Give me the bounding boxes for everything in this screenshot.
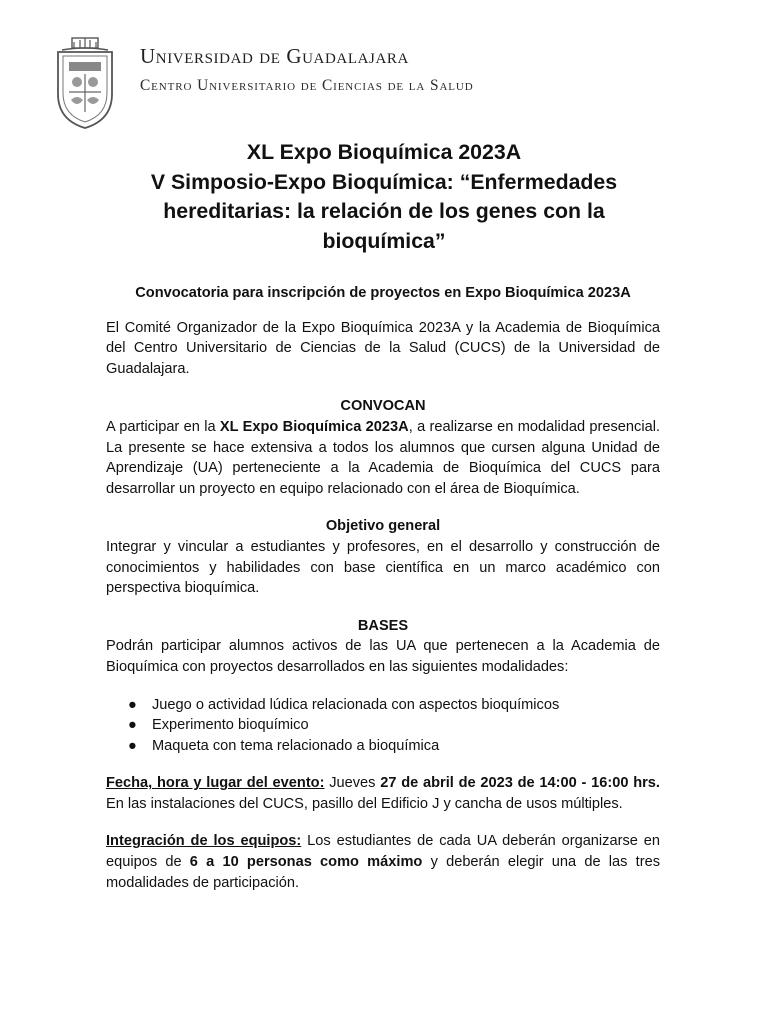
letterhead <box>52 36 732 132</box>
fecha-datetime: 27 de abril de 2023 de 14:00 - 16:00 hrs. <box>380 775 660 792</box>
list-item-text: Juego o actividad lúdica relacionada con aspectos bioquímicos <box>152 696 560 713</box>
integracion-text-pre: Los estudiantes de cada UA deberán organizarse en equipos de <box>106 833 660 871</box>
title-line-4: bioquímica” <box>322 228 446 253</box>
convocan-event-name: XL Expo Bioquímica 2023A <box>219 418 409 435</box>
convocan-paragraph <box>106 417 660 499</box>
list-item-text: Experimento bioquímico <box>152 717 309 734</box>
fecha-paragraph <box>106 773 660 814</box>
fecha-label: Fecha, hora y lugar del evento: <box>106 775 325 792</box>
modalidades-list <box>106 695 660 757</box>
bases-paragraph: Podrán participar alumnos activos de las UA que pertenecen a la Academia de Bioquímica con proyectos desarrollados en las siguientes modalidades: <box>106 638 660 675</box>
bases-heading: BASES <box>357 617 409 634</box>
objetivo-heading: Objetivo general <box>325 518 441 535</box>
document-body <box>106 283 660 893</box>
list-item-text: Maqueta con tema relacionado a bioquímica <box>152 737 440 754</box>
integracion-team-size: 6 a 10 personas como máximo <box>189 854 423 871</box>
integracion-label: Integración de los equipos: <box>106 833 302 850</box>
title-line-2: V Simposio-Expo Bioquímica: “Enfermedades <box>150 169 618 194</box>
title-line-3: hereditarias: la relación de los genes con la <box>163 199 605 223</box>
objetivo-paragraph: Integrar y vincular a estudiantes y profesores, en el desarrollo y construcción de conocimientos y habilidades con base científica en un marco académico con perspectiva bioquímica. <box>106 538 660 597</box>
list-item <box>106 695 660 716</box>
bullet-icon: ● <box>128 717 137 734</box>
integracion-paragraph <box>106 831 660 893</box>
center-name: Centro Universitario de Ciencias de la Salud <box>140 77 474 94</box>
convocan-text-pre: A participar en la <box>106 418 220 435</box>
fecha-text-pre: Jueves <box>324 775 381 792</box>
university-seal-icon <box>52 36 118 130</box>
title-line-1: XL Expo Bioquímica 2023A <box>246 140 522 164</box>
convocan-heading: CONVOCAN <box>340 398 426 415</box>
list-item <box>106 736 660 757</box>
document-title <box>120 138 648 256</box>
bullet-icon: ● <box>128 737 137 754</box>
intro-paragraph: El Comité Organizador de la Expo Bioquímica 2023A y la Academia de Bioquímica del Centro Universitario de Ciencias de la Salud (CUCS) de la Universidad de Guadalajara. <box>106 319 660 377</box>
integracion-text-post: y deberán elegir una de las tres modalidades de participación. <box>106 854 661 891</box>
subtitle: Convocatoria para inscripción de proyectos en Expo Bioquímica 2023A <box>135 285 631 301</box>
university-name: Universidad de Guadalajara <box>140 44 409 68</box>
fecha-text-post: En las instalaciones del CUCS, pasillo del Edificio J y cancha de usos múltiples. <box>106 795 623 812</box>
convocan-text-post: , a realizarse en modalidad presencial. La presente se hace extensiva a todos los alumnos que cursen alguna Unidad de Aprendizaje (UA) perteneciente a la Academia de Bioquímica del CUCS para desarrollar un proyecto en equipo relacionado con el área de Bioquímica. <box>106 418 660 497</box>
list-item <box>106 715 660 736</box>
bullet-icon: ● <box>128 696 137 713</box>
